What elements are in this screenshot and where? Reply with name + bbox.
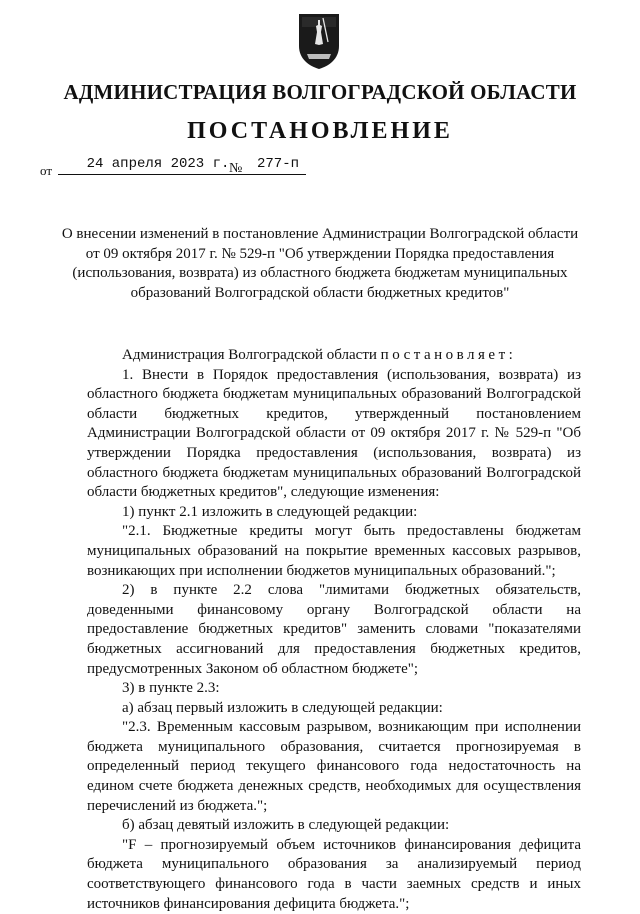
document-type: ПОСТАНОВЛЕНИЕ	[187, 118, 453, 144]
intro-verb: постановляет:	[380, 347, 517, 363]
intro-paragraph	[87, 346, 581, 366]
document-date: 24 апреля 2023 г.	[86, 156, 230, 172]
number-underline	[250, 174, 306, 175]
paragraph-7: "2.3. Временным кассовым разрывом, возникающим при исполнении бюджета муниципального образования, считается прогнозируемая в определенный период текущего финансового года недостаточность на едином счете бюджета денежных средств, необходимых для осуществления перечислений из бюджета.";	[87, 719, 581, 814]
paragraph-9: "F – прогнозируемый объем источников финансирования дефицита бюджета муниципального образования за анализируемый период соответствующего финансового года в части заемных средств и иных источников финансирования дефицита бюджета.";	[87, 836, 581, 912]
paragraph-2: 1) пункт 2.1 изложить в следующей редакции:	[122, 503, 418, 520]
intro-text: Администрация Волгоградской области	[122, 347, 377, 363]
document-body	[87, 346, 581, 914]
document-number: 277-п	[256, 156, 299, 172]
paragraph-4: 2) в пункте 2.2 слова "лимитами бюджетных обязательств, доведенными финансовому органу Волгоградской области на предоставление бюджетных кредитов" заменить словами "показателями бюджетных ассигнований для предоставления бюджетных кредитов, предусмотренных Законом об областном бюджете";	[87, 582, 581, 677]
paragraph-3: "2.1. Бюджетные кредиты могут быть предоставлены бюджетам муниципальных образований на покрытие временных кассовых разрывов, возникающих при исполнении бюджетов муниципальных образований.";	[87, 523, 581, 579]
paragraph-8: б) абзац девятый изложить в следующей редакции:	[122, 817, 450, 834]
paragraph-6: а) абзац первый изложить в следующей редакции:	[122, 699, 443, 716]
number-sign: №	[229, 161, 243, 176]
date-number-line	[40, 156, 340, 178]
paragraph-1: 1. Внести в Порядок предоставления (использования, возврата) из областного бюджета бюджетам муниципальных образований Волгоградской области бюджетных кредитов, утвержденный постановлением Администрации Волгоградской области от 09 октября 2017 г. № 529-п "Об утверждении Порядка предоставления (использования, возврата) из областного бюджета бюджетам муниципальных образований Волгоградской области бюджетных кредитов", следующие изменения:	[87, 366, 581, 501]
date-underline	[58, 174, 254, 175]
paragraph-5: 3) в пункте 2.3:	[122, 680, 220, 697]
organization-name: АДМИНИСТРАЦИЯ ВОЛГОГРАДСКОЙ ОБЛАСТИ	[63, 80, 577, 104]
volgograd-coat-of-arms-icon	[297, 12, 341, 70]
date-prefix: от	[40, 163, 53, 178]
document-title: О внесении изменений в постановление Администрации Волгоградской области от 09 октября 2017 г. № 529-п "Об утверждении Порядка предоставления (использования, возврата) из областного бюджета бюджетам муниципальных образований Волгоградской области бюджетных кредитов"	[61, 226, 579, 301]
